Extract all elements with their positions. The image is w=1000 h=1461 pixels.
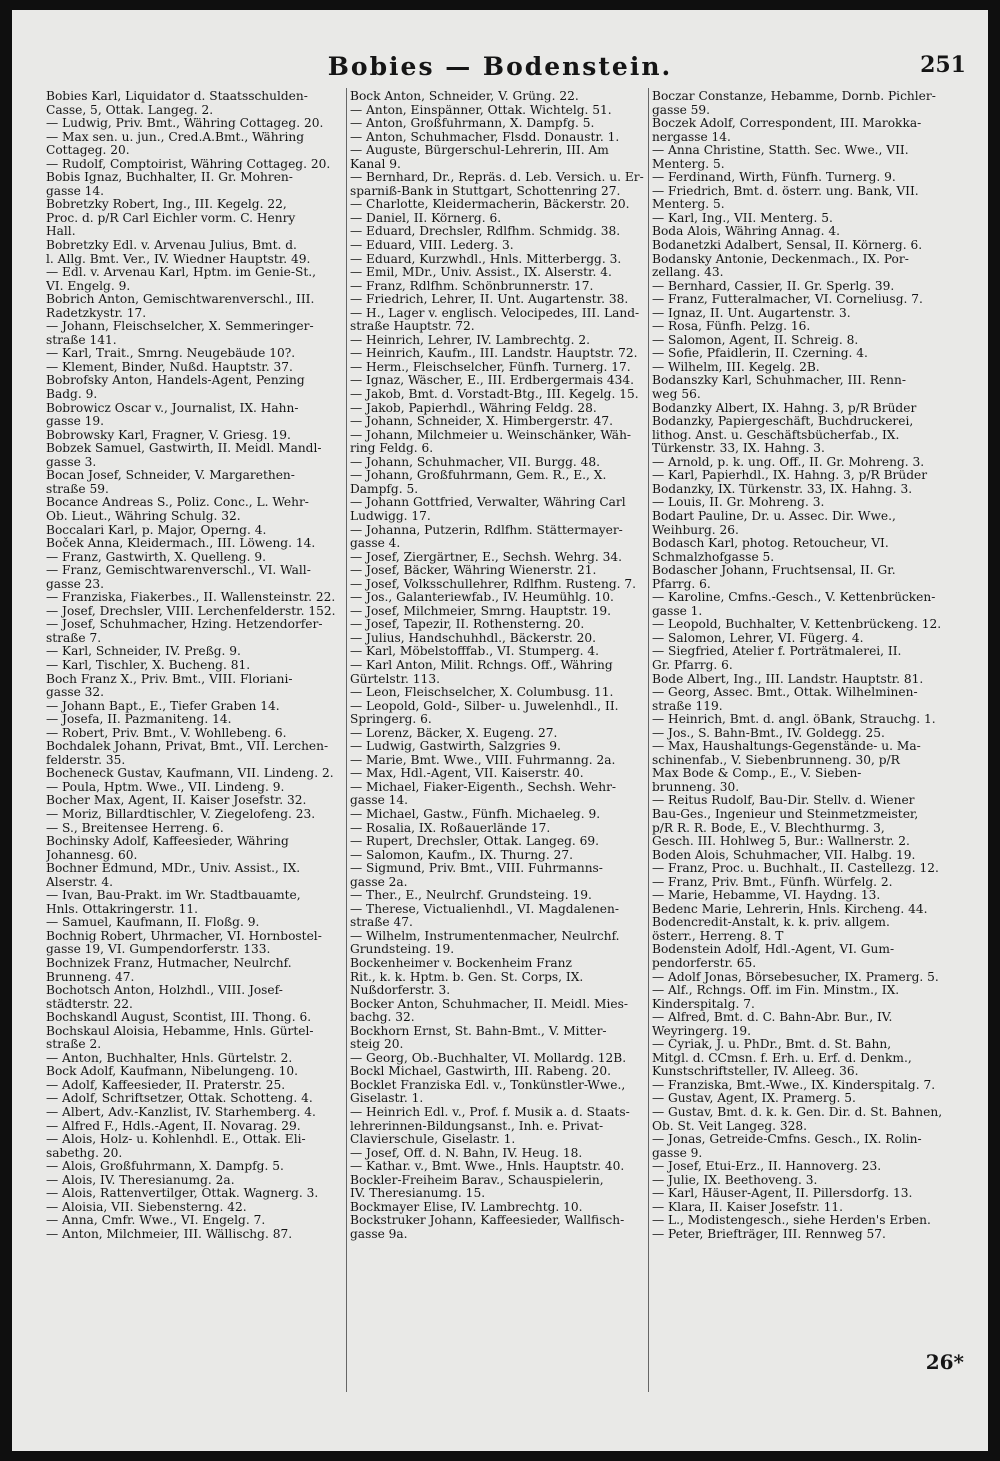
directory-entry-line: Türkenstr. 33, IX. Hahng. 3.	[652, 442, 825, 456]
directory-entry-line: — Wilhelm, III. Kegelg. 2B.	[652, 360, 820, 374]
directory-entry-line: — Alois, Holz- u. Kohlenhdl. E., Ottak. Eli-	[46, 1133, 306, 1147]
directory-entry-line: felderstr. 35.	[46, 753, 126, 767]
directory-entry-line: Weihburg. 26.	[652, 523, 739, 537]
directory-entry-line: — Karl, Häuser-Agent, II. Pillersdorfg. 13.	[652, 1187, 913, 1201]
directory-entry-line: lehrerinnen-Bildungsanst., Inh. e. Privat-	[350, 1119, 604, 1133]
directory-entry-line: straße 7.	[46, 631, 102, 645]
directory-entry-line: — Sigmund, Priv. Bmt., VIII. Fuhrmanns-	[350, 862, 603, 876]
directory-entry-line: — Josef, Ziergärtner, E., Sechsh. Wehrg. 34.	[350, 550, 623, 564]
directory-entry-line: Bodanszky Karl, Schuhmacher, III. Renn-	[652, 374, 906, 388]
directory-entry-line: — Anna Christine, Statth. Sec. Wwe., VII.	[652, 144, 909, 158]
directory-entry-line: Menterg. 5.	[652, 198, 725, 212]
directory-entry-line: — Anton, Schuhmacher, Flsdd. Donaustr. 1.	[350, 130, 620, 144]
directory-entry-line: Badg. 9.	[46, 388, 98, 402]
column-divider	[346, 88, 347, 1392]
directory-entry-line: — Franz, Rdlfhm. Schönbrunnerstr. 17.	[350, 279, 594, 293]
directory-entry-line: zellang. 43.	[652, 266, 724, 280]
directory-entry-line: Johannesg. 60.	[46, 848, 138, 862]
directory-entry-line: Giselastr. 1.	[350, 1092, 424, 1106]
directory-entry-line: Weyringerg. 19.	[652, 1024, 751, 1038]
directory-entry-line: Bodanzky Albert, IX. Hahng. 3, p/R Brüder	[652, 401, 917, 415]
directory-entry-line: Radetzkystr. 17.	[46, 306, 147, 320]
directory-entry-line: — Heinrich, Kaufm., III. Landstr. Hauptstr. 72.	[350, 347, 638, 361]
directory-entry-line: — Salomon, Agent, II. Schreig. 8.	[652, 333, 859, 347]
directory-entry-line: — Eduard, VIII. Lederg. 3.	[350, 239, 514, 253]
directory-entry-line: — Johann, Fleischselcher, X. Semmeringer-	[46, 320, 314, 334]
directory-entry-line: — Adolf, Schriftsetzer, Ottak. Schotteng. 4.	[46, 1092, 313, 1106]
directory-entry-line: Gesch. III. Hohlweg 5, Bur.: Wallnerstr. 2.	[652, 835, 910, 849]
directory-entry-line: — Alfred F., Hdls.-Agent, II. Novarag. 29.	[46, 1119, 301, 1133]
directory-entry-line: — Johann Gottfried, Verwalter, Währing Carl	[350, 496, 626, 510]
directory-entry-line: Bock Anton, Schneider, V. Grüng. 22.	[350, 90, 579, 103]
directory-entry-line: — Aloisia, VII. Siebensterng. 42.	[46, 1200, 247, 1214]
directory-entry-line: — Bernhard, Cassier, II. Gr. Sperlg. 39.	[652, 279, 895, 293]
directory-entry-line: — Siegfried, Atelier f. Porträtmalerei, II.	[652, 645, 902, 659]
directory-entry-line: — Josef, Tapezir, II. Rothensterng. 20.	[350, 618, 585, 632]
directory-entry-line: Bodenstein Adolf, Hdl.-Agent, VI. Gum-	[652, 943, 895, 957]
directory-entry-line: — Michael, Gastw., Fünfh. Michaeleg. 9.	[350, 807, 601, 821]
directory-entry-line: — Johanna, Putzerin, Rdlfhm. Stättermayer-	[350, 523, 623, 537]
directory-entry-line: — Robert, Priv. Bmt., V. Wohllebeng. 6.	[46, 726, 287, 740]
directory-entry-line: — Anton, Großfuhrmann, X. Dampfg. 5.	[350, 117, 595, 131]
directory-entry-line: — Josef, Etui-Erz., II. Hannoverg. 23.	[652, 1160, 882, 1174]
directory-entry-line: Bobies Karl, Liquidator d. Staatsschulden-	[46, 90, 308, 103]
directory-entry-line: — Max sen. u. jun., Cred.A.Bmt., Währing	[46, 130, 305, 144]
directory-entry-line: VI. Engelg. 9.	[46, 279, 131, 293]
directory-entry-line: — Friedrich, Lehrer, II. Unt. Augartenstr. 38.	[350, 293, 629, 307]
directory-entry-line: Bocher Max, Agent, II. Kaiser Josefstr. 32.	[46, 794, 307, 808]
directory-entry-line: Bochinsky Adolf, Kaffeesieder, Währing	[46, 835, 289, 849]
directory-entry-line: — Anton, Buchhalter, Hnls. Gürtelstr. 2.	[46, 1051, 293, 1065]
directory-entry-line: — Josef, Milchmeier, Smrng. Hauptstr. 19.	[350, 604, 611, 618]
directory-entry-line: Bochskandl August, Scontist, III. Thong. 6.	[46, 1011, 312, 1025]
directory-entry-line: Boccalari Karl, p. Major, Operng. 4.	[46, 523, 267, 537]
directory-entry-line: Bodansky Antonie, Deckenmach., IX. Por-	[652, 252, 909, 266]
directory-entry-line: — Salomon, Lehrer, VI. Fügerg. 4.	[652, 631, 864, 645]
directory-entry-line: Brunneng. 47.	[46, 970, 135, 984]
directory-entry-line: — Therese, Victualienhdl., VI. Magdalenen-	[350, 902, 619, 916]
directory-entry-line: — Max, Haushaltungs-Gegenstände- u. Ma-	[652, 740, 921, 754]
directory-entry-line: gasse 59.	[652, 103, 711, 117]
page-title: Bobies — Bodenstein.	[327, 52, 673, 81]
directory-entry-line: — L., Modistengesch., siehe Herden's Erben.	[652, 1214, 931, 1228]
directory-entry-line: — Leopold, Gold-, Silber- u. Juwelenhdl., II.	[350, 699, 619, 713]
directory-entry-line: — Karl, Schneider, IV. Preßg. 9.	[46, 645, 241, 659]
directory-entry-line: Bockler-Freiheim Barav., Schauspielerin,	[350, 1173, 604, 1187]
directory-entry-line: — Cyriak, J. u. PhDr., Bmt. d. St. Bahn,	[652, 1038, 892, 1052]
directory-entry-line: Alserstr. 4.	[46, 875, 114, 889]
directory-entry-line: — Franz, Priv. Bmt., Fünfh. Würfelg. 2.	[652, 875, 893, 889]
directory-entry-line: Nußdorferstr. 3.	[350, 984, 451, 998]
directory-entry-line: — Karoline, Cmfns.-Gesch., V. Kettenbrücken-	[652, 591, 936, 605]
directory-entry-line: Springerg. 6.	[350, 713, 432, 727]
directory-entry-line: schinenfab., V. Siebenbrunneng. 30, p/R	[652, 753, 900, 767]
directory-entry-line: Dampfg. 5.	[350, 482, 419, 496]
directory-page	[12, 10, 988, 1451]
directory-entry-line: — Jos., Galanteriewfab., IV. Heumühlg. 10.	[350, 591, 614, 605]
directory-entry-line: — Heinrich Edl. v., Prof. f. Musik a. d. Staats-	[350, 1106, 630, 1120]
directory-entry-line: — Franz, Gastwirth, X. Quelleng. 9.	[46, 550, 266, 564]
directory-entry-line: — Arnold, p. k. ung. Off., II. Gr. Mohreng. 3.	[652, 455, 925, 469]
directory-entry-line: Kanal 9.	[350, 157, 401, 171]
directory-entry-line: — Heinrich, Bmt. d. angl. öBank, Strauchg. 1.	[652, 713, 936, 727]
directory-entry-line: — Karl, Papierhdl., IX. Hahng. 3, p/R Brüder	[652, 469, 928, 483]
directory-entry-line: straße 47.	[350, 916, 413, 930]
directory-entry-line: gasse 9.	[652, 1146, 703, 1160]
directory-entry-line: — Ludwig, Priv. Bmt., Währing Cottageg. 20.	[46, 117, 324, 131]
directory-entry-line: Bodanetzki Adalbert, Sensal, II. Körnerg. 6.	[652, 239, 923, 253]
directory-entry-line: — Josef, Schuhmacher, Hzing. Hetzendorfer-	[46, 618, 323, 632]
directory-entry-line: gasse 14.	[46, 184, 105, 198]
directory-entry-line: — Karl, Trait., Smrng. Neugebäude 10?.	[46, 347, 296, 361]
directory-entry-line: Grundsteing. 19.	[350, 943, 455, 957]
directory-entry-line: Max Bode & Comp., E., V. Sieben-	[652, 767, 862, 781]
directory-entry-line: — Alois, Großfuhrmann, X. Dampfg. 5.	[46, 1160, 284, 1174]
directory-entry-line: — Franz, Futteralmacher, VI. Corneliusg. 7.	[652, 293, 923, 307]
directory-entry-line: — Wilhelm, Instrumentenmacher, Neulrchf.	[350, 929, 620, 943]
directory-entry-line: — Franziska, Bmt.-Wwe., IX. Kinderspitalg. 7.	[652, 1078, 936, 1092]
directory-entry-line: Bochnig Robert, Uhrmacher, VI. Hornbostel-	[46, 929, 322, 943]
directory-entry-line: Pfarrg. 6.	[652, 577, 711, 591]
directory-entry-line: Bocker Anton, Schuhmacher, II. Meidl. Mies-	[350, 997, 628, 1011]
directory-entry-line: Ob. Lieut., Währing Schulg. 32.	[46, 509, 241, 523]
directory-entry-line: Boczek Adolf, Correspondent, III. Marokka-	[652, 117, 922, 131]
directory-entry-line: Bobzek Samuel, Gastwirth, II. Meidl. Mandl-	[46, 442, 322, 456]
directory-entry-line: — Leopold, Buchhalter, V. Kettenbrückeng. 12.	[652, 618, 942, 632]
directory-entry-line: Casse, 5, Ottak. Langeg. 2.	[46, 103, 214, 117]
directory-entry-line: Bobrowicz Oscar v., Journalist, IX. Hahn-	[46, 401, 299, 415]
directory-entry-line: — Peter, Briefträger, III. Rennweg 57.	[652, 1227, 886, 1241]
directory-entry-line: — Julie, IX. Beethoveng. 3.	[652, 1173, 818, 1187]
directory-entry-line: straße Hauptstr. 72.	[350, 320, 475, 334]
directory-entry-line: — Marie, Bmt. Wwe., VIII. Fuhrmanng. 2a.	[350, 753, 616, 767]
directory-entry-line: — Max, Hdl.-Agent, VII. Kaiserstr. 40.	[350, 767, 584, 781]
directory-entry-line: sparniß-Bank in Stuttgart, Schottenring 27.	[350, 184, 621, 198]
directory-entry-line: österr., Herreng. 8. T	[652, 929, 784, 943]
directory-entry-line: — Josef, Drechsler, VIII. Lerchenfelderstr. 152.	[46, 604, 336, 618]
directory-entry-line: p/R R. R. Bode, E., V. Blechthurmg. 3,	[652, 821, 885, 835]
directory-entry-line: steig 20.	[350, 1038, 404, 1052]
directory-entry-line: Bochner Edmund, MDr., Univ. Assist., IX.	[46, 862, 301, 876]
directory-entry-line: — Ignaz, II. Unt. Augartenstr. 3.	[652, 306, 851, 320]
directory-entry-line: Bockstruker Johann, Kaffeesieder, Wallfisch-	[350, 1214, 625, 1228]
directory-entry-line: Bockmayer Elise, IV. Lambrechtg. 10.	[350, 1200, 583, 1214]
directory-entry-line: Bobretzky Edl. v. Arvenau Julius, Bmt. d.	[46, 239, 297, 253]
directory-entry-line: — Ignaz, Wäscher, E., III. Erdbergermais 434.	[350, 374, 634, 388]
directory-entry-line: Gr. Pfarrg. 6.	[652, 658, 733, 672]
directory-entry-line: Bock Adolf, Kaufmann, Nibelungeng. 10.	[46, 1065, 299, 1079]
directory-entry-line: Kinderspitalg. 7.	[652, 997, 755, 1011]
directory-entry-line: — Emil, MDr., Univ. Assist., IX. Alserstr. 4.	[350, 266, 612, 280]
directory-entry-line: lithog. Anst. u. Geschäftsbücherfab., IX.	[652, 428, 900, 442]
directory-entry-line: Bockenheimer v. Bockenheim Franz	[350, 957, 572, 970]
directory-entry-line: — Rudolf, Comptoirist, Währing Cottageg. 20.	[46, 157, 331, 171]
directory-entry-line: — Josef, Off. d. N. Bahn, IV. Heug. 18.	[350, 1146, 583, 1160]
directory-entry-line: Bobrich Anton, Gemischtwarenverschl., III.	[46, 293, 315, 307]
directory-entry-line: Bochotsch Anton, Holzhdl., VIII. Josef-	[46, 984, 283, 998]
directory-entry-line: — Georg, Ob.-Buchhalter, VI. Mollardg. 12B.	[350, 1051, 627, 1065]
directory-entry-line: Bode Albert, Ing., III. Landstr. Hauptstr. 81.	[652, 672, 924, 686]
directory-entry-line: Hall.	[46, 225, 76, 239]
directory-entry-line: Boček Anna, Kleidermach., III. Löweng. 14.	[46, 537, 316, 551]
directory-entry-line: — Eduard, Kurzwhdl., Hnls. Mitterbergg. 3.	[350, 252, 622, 266]
directory-entry-line: — Friedrich, Bmt. d. österr. ung. Bank, VII.	[652, 184, 919, 198]
directory-entry-line: — Sofie, Pfaidlerin, II. Czerning. 4.	[652, 347, 868, 361]
directory-entry-line: — Poula, Hptm. Wwe., VII. Lindeng. 9.	[46, 780, 285, 794]
directory-entry-line: Boczar Constanze, Hebamme, Dornb. Pichler-	[652, 90, 936, 103]
directory-entry-line: — Rupert, Drechsler, Ottak. Langeg. 69.	[350, 835, 599, 849]
directory-entry-line: gasse 4.	[350, 537, 401, 551]
directory-entry-line: sabethg. 20.	[46, 1146, 123, 1160]
directory-entry-line: — Anton, Milchmeier, III. Wällischg. 87.	[46, 1227, 293, 1241]
directory-entry-line: — Alois, Rattenvertilger, Ottak. Wagnerg. 3.	[46, 1187, 319, 1201]
directory-entry-line: — Anna, Cmfr. Wwe., VI. Engelg. 7.	[46, 1214, 266, 1228]
directory-entry-line: — Julius, Handschuhhdl., Bäckerstr. 20.	[350, 631, 597, 645]
directory-entry-line: — Salomon, Kaufm., IX. Thurng. 27.	[350, 848, 573, 862]
directory-entry-line: — Johann, Schneider, X. Himbergerstr. 47.	[350, 415, 614, 429]
directory-entry-line: — Josef, Bäcker, Währing Wienerstr. 21.	[350, 564, 597, 578]
directory-entry-line: — Karl, Möbelstofffab., VI. Stumperg. 4.	[350, 645, 600, 659]
directory-entry-line: — Eduard, Drechsler, Rdlfhm. Schmidg. 38.	[350, 225, 621, 239]
directory-entry-line: — Ivan, Bau-Prakt. im Wr. Stadtbauamte,	[46, 889, 301, 903]
page-header	[12, 52, 988, 86]
directory-entry-line: — Jonas, Getreide-Cmfns. Gesch., IX. Rolin-	[652, 1133, 922, 1147]
directory-column-1	[46, 90, 344, 1400]
directory-entry-line: Cottageg. 20.	[46, 144, 130, 158]
directory-entry-line: Boch Franz X., Priv. Bmt., VIII. Floriani-	[46, 672, 293, 686]
directory-entry-line: gasse 19.	[46, 415, 105, 429]
directory-entry-line: — Karl Anton, Milit. Rchngs. Off., Währing	[350, 658, 613, 672]
directory-entry-line: bachg. 32.	[350, 1011, 415, 1025]
page-number: 251	[920, 52, 966, 78]
directory-entry-line: — Johann Bapt., E., Tiefer Graben 14.	[46, 699, 280, 713]
directory-entry-line: — Josefa, II. Pazmaniteng. 14.	[46, 713, 232, 727]
directory-entry-line: — Lorenz, Bäcker, X. Eugeng. 27.	[350, 726, 558, 740]
directory-entry-line: — Kathar. v., Bmt. Wwe., Hnls. Hauptstr. 40.	[350, 1160, 625, 1174]
directory-entry-line: brunneng. 30.	[652, 780, 740, 794]
directory-entry-line: pendorferstr. 65.	[652, 957, 757, 970]
directory-entry-line: — Johann, Milchmeier u. Weinschänker, Wäh-	[350, 428, 632, 442]
signature-mark: 26*	[925, 1350, 964, 1374]
directory-entry-line: städterstr. 22.	[46, 997, 133, 1011]
directory-entry-line: Rit., k. k. Hptm. b. Gen. St. Corps, IX.	[350, 970, 584, 984]
directory-entry-line: l. Allg. Bmt. Ver., IV. Wiedner Hauptstr. 49.	[46, 252, 311, 266]
directory-entry-line: gasse 23.	[46, 577, 105, 591]
directory-entry-line: — Ludwig, Gastwirth, Salzgries 9.	[350, 740, 561, 754]
directory-entry-line: — Jakob, Bmt. d. Vorstadt-Btg., III. Kegelg. 15.	[350, 388, 639, 402]
directory-entry-line: — Marie, Hebamme, VI. Haydng. 13.	[652, 889, 881, 903]
directory-entry-line: — Jakob, Papierhdl., Währing Feldg. 28.	[350, 401, 597, 415]
directory-entry-line: weg 56.	[652, 388, 701, 402]
directory-entry-line: — Franz, Gemischtwarenverschl., VI. Wall-	[46, 564, 311, 578]
directory-entry-line: — H., Lager v. englisch. Velocipedes, III. Land-	[350, 306, 640, 320]
directory-entry-line: — Charlotte, Kleidermacherin, Bäckerstr. 20.	[350, 198, 630, 212]
directory-entry-line: straße 141.	[46, 333, 117, 347]
directory-entry-line: — Rosalia, IX. Roßauerlände 17.	[350, 821, 551, 835]
directory-entry-line: — Franz, Proc. u. Buchhalt., II. Castellezg. 12.	[652, 862, 939, 876]
directory-entry-line: — Johann, Großfuhrmann, Gem. R., E., X.	[350, 469, 607, 483]
column-divider	[648, 88, 649, 1392]
directory-entry-line: — Ferdinand, Wirth, Fünfh. Turnerg. 9.	[652, 171, 896, 185]
directory-entry-line: Bocklet Franziska Edl. v., Tonkünstler-Wwe.,	[350, 1078, 626, 1092]
directory-entry-line: Bockl Michael, Gastwirth, III. Rabeng. 20.	[350, 1065, 611, 1079]
directory-entry-line: Bedenc Marie, Lehrerin, Hnls. Kircheng. 44.	[652, 902, 928, 916]
directory-entry-line: Proc. d. p/R Carl Eichler vorm. C. Henry	[46, 211, 296, 225]
directory-entry-line: Bobretzky Robert, Ing., III. Kegelg. 22,	[46, 198, 287, 212]
directory-entry-line: Bodasch Karl, photog. Retoucheur, VI.	[652, 537, 889, 551]
directory-entry-line: Mitgl. d. CCmsn. f. Erh. u. Erf. d. Denkm.,	[652, 1051, 912, 1065]
directory-entry-line: straße 119.	[652, 699, 723, 713]
directory-entry-line: gasse 2a.	[350, 875, 408, 889]
directory-entry-line: — Ther., E., Neulrchf. Grundsteing. 19.	[350, 889, 592, 903]
directory-entry-line: — Albert, Adv.-Kanzlist, IV. Starhemberg. 4.	[46, 1106, 316, 1120]
directory-entry-line: Boden Alois, Schuhmacher, VII. Halbg. 19.	[652, 848, 916, 862]
directory-entry-line: gasse 19, VI. Gumpendorferstr. 133.	[46, 943, 271, 957]
directory-entry-line: Bodanzky, Papiergeschäft, Buchdruckerei,	[652, 415, 914, 429]
directory-entry-line: — Daniel, II. Körnerg. 6.	[350, 211, 502, 225]
directory-entry-line: gasse 1.	[652, 604, 703, 618]
directory-entry-line: Bocance Andreas S., Poliz. Conc., L. Wehr-	[46, 496, 309, 510]
directory-entry-line: gasse 3.	[46, 455, 97, 469]
directory-entry-line: ring Feldg. 6.	[350, 442, 434, 456]
directory-column-2	[350, 90, 646, 1400]
directory-entry-line: — Gustav, Bmt. d. k. k. Gen. Dir. d. St. Bahnen,	[652, 1106, 943, 1120]
directory-entry-line: — Georg, Assec. Bmt., Ottak. Wilhelminen-	[652, 686, 918, 700]
directory-entry-line: Bockhorn Ernst, St. Bahn-Bmt., V. Mitter-	[350, 1024, 607, 1038]
directory-entry-line: Kunstschriftsteller, IV. Alleeg. 36.	[652, 1065, 859, 1079]
directory-entry-line: — Klara, II. Kaiser Josefstr. 11.	[652, 1200, 843, 1214]
directory-entry-line: Bau-Ges., Ingenieur und Steinmetzmeister,	[652, 807, 919, 821]
directory-entry-line: IV. Theresianumg. 15.	[350, 1187, 486, 1201]
directory-entry-line: — Louis, II. Gr. Mohreng. 3.	[652, 496, 825, 510]
directory-entry-line: Bochnizek Franz, Hutmacher, Neulrchf.	[46, 957, 292, 970]
directory-entry-line: Bodencredit-Anstalt, k. k. priv. allgem.	[652, 916, 890, 930]
directory-entry-line: — S., Breitensee Herreng. 6.	[46, 821, 224, 835]
directory-entry-line: — Josef, Volksschullehrer, Rdlfhm. Rusteng. 7.	[350, 577, 636, 591]
directory-entry-line: Bocheneck Gustav, Kaufmann, VII. Lindeng. 2.	[46, 767, 334, 781]
directory-entry-line: straße 2.	[46, 1038, 102, 1052]
directory-entry-line: — Jos., S. Bahn-Bmt., IV. Goldegg. 25.	[652, 726, 885, 740]
directory-entry-line: — Karl, Ing., VII. Menterg. 5.	[652, 211, 833, 225]
directory-entry-line: — Karl, Tischler, X. Bucheng. 81.	[46, 658, 251, 672]
directory-entry-line: gasse 14.	[350, 794, 409, 808]
directory-entry-line: Boda Alois, Währing Annag. 4.	[652, 225, 840, 239]
directory-entry-line: Bobrowsky Karl, Fragner, V. Griesg. 19.	[46, 428, 291, 442]
directory-entry-line: Bobrofsky Anton, Handels-Agent, Penzing	[46, 374, 305, 388]
directory-entry-line: — Samuel, Kaufmann, II. Floßg. 9.	[46, 916, 260, 930]
directory-entry-line: Bocan Josef, Schneider, V. Margarethen-	[46, 469, 295, 483]
directory-entry-line: Hnls. Ottakringerstr. 11.	[46, 902, 198, 916]
directory-entry-line: Schmalzhofgasse 5.	[652, 550, 775, 564]
directory-entry-line: — Rosa, Fünfh. Pelzg. 16.	[652, 320, 811, 334]
directory-entry-line: Menterg. 5.	[652, 157, 725, 171]
directory-column-3	[652, 90, 948, 1400]
directory-entry-line: Bochdalek Johann, Privat, Bmt., VII. Lerchen-	[46, 740, 329, 754]
directory-entry-line: — Gustav, Agent, IX. Pramerg. 5.	[652, 1092, 856, 1106]
directory-entry-line: Ob. St. Veit Langeg. 328.	[652, 1119, 808, 1133]
directory-entry-line: — Herm., Fleischselcher, Fünfh. Turnerg. 17.	[350, 360, 631, 374]
directory-entry-line: Bochskaul Aloisia, Hebamme, Hnls. Gürtel-	[46, 1024, 314, 1038]
directory-entry-line: gasse 9a.	[350, 1227, 408, 1241]
directory-entry-line: Gürtelstr. 113.	[350, 672, 440, 686]
directory-entry-line: — Leon, Fleischselcher, X. Columbusg. 11.	[350, 686, 614, 700]
directory-entry-line: — Michael, Fiaker-Eigenth., Sechsh. Wehr-	[350, 780, 617, 794]
directory-entry-line: — Alois, IV. Theresianumg. 2a.	[46, 1173, 235, 1187]
directory-entry-line: straße 59.	[46, 482, 109, 496]
directory-entry-line: — Reitus Rudolf, Bau-Dir. Stellv. d. Wiener	[652, 794, 915, 808]
directory-entry-line: — Franziska, Fiakerbes., II. Wallensteinstr. 22.	[46, 591, 336, 605]
directory-entry-line: nergasse 14.	[652, 130, 731, 144]
directory-entry-line: Ludwigg. 17.	[350, 509, 431, 523]
directory-entry-line: — Klement, Binder, Nußd. Hauptstr. 37.	[46, 360, 293, 374]
directory-entry-line: — Johann, Schuhmacher, VII. Burgg. 48.	[350, 455, 601, 469]
directory-entry-line: gasse 32.	[46, 686, 105, 700]
directory-entry-line: — Moriz, Billardtischler, V. Ziegelofeng. 23.	[46, 807, 316, 821]
directory-entry-line: — Adolf Jonas, Börsebesucher, IX. Pramerg. 5.	[652, 970, 939, 984]
directory-entry-line: — Adolf, Kaffeesieder, II. Praterstr. 25.	[46, 1078, 286, 1092]
directory-entry-line: Bodascher Johann, Fruchtsensal, II. Gr.	[652, 564, 896, 578]
directory-entry-line: Bobis Ignaz, Buchhalter, II. Gr. Mohren-	[46, 171, 293, 185]
directory-entry-line: — Alfred, Bmt. d. C. Bahn-Abr. Bur., IV.	[652, 1011, 893, 1025]
directory-entry-line: — Bernhard, Dr., Repräs. d. Leb. Versich. u. Er-	[350, 171, 644, 185]
directory-entry-line: — Alf., Rchngs. Off. im Fin. Minstm., IX.	[652, 984, 900, 998]
directory-entry-line: Bodanzky, IX. Türkenstr. 33, IX. Hahng. 3.	[652, 482, 913, 496]
directory-entry-line: — Anton, Einspänner, Ottak. Wichtelg. 51.	[350, 103, 612, 117]
directory-entry-line: Bodart Pauline, Dr. u. Assec. Dir. Wwe.,	[652, 509, 896, 523]
directory-entry-line: Clavierschule, Giselastr. 1.	[350, 1133, 516, 1147]
directory-entry-line: — Edl. v. Arvenau Karl, Hptm. im Genie-St.,	[46, 266, 316, 280]
directory-entry-line: — Heinrich, Lehrer, IV. Lambrechtg. 2.	[350, 333, 590, 347]
directory-entry-line: — Auguste, Bürgerschul-Lehrerin, III. Am	[350, 144, 609, 158]
